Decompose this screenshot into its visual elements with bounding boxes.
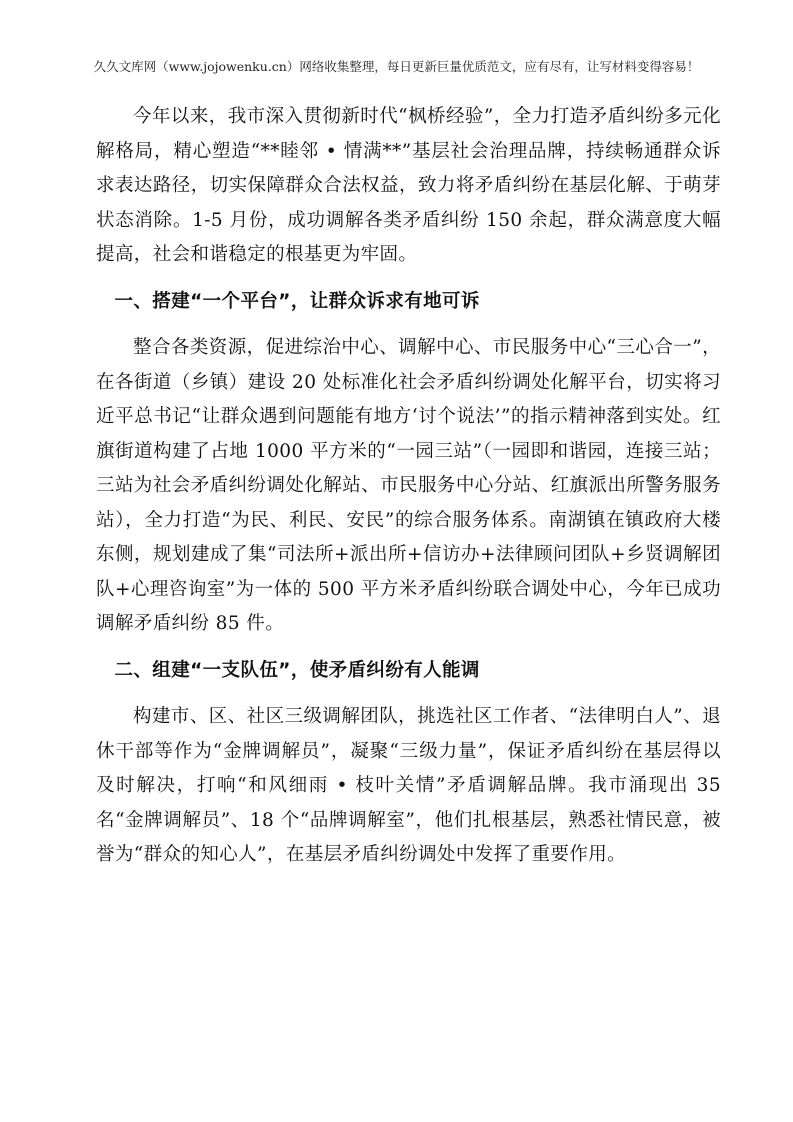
intro-paragraph: 今年以来，我市深入贯彻新时代“枫桥经验”，全力打造矛盾纠纷多元化解格局，精心塑造“**睦邻 • 情满**”基层社会治理品牌，持续畅通群众诉求表达路径，切实保障群众合法权益，致力将矛盾纠纷在基层化解、于萌芽状态消除。1-5 月份，成功调解各类矛盾纠纷 150 余起，群众满意度大幅提高，社会和谐稳定的根基更为牢固。 [96,106,721,265]
header-source-note: 久久文库网（www.jojowenku.cn）网络收集整理，每日更新巨量优质范文，应有尽有，让写材料变得容易！ [93,59,700,74]
section-2-paragraph: 构建市、区、社区三级调解团队，挑选社区工作者、“法律明白人”、退休干部等作为“金牌调解员”，凝聚“三级力量”，保证矛盾纠纷在基层得以及时解决，打响“和风细雨 • 枝叶关情”矛盾调解品牌。我市涌现出 35 名“金牌调解员”、18 个“品牌调解室”，他们扎根基层，熟悉社情民意，被誉为“群众的知心人”，在基层矛盾纠纷调处中发挥了重要作用。 [96,706,721,865]
section-2-heading: 二、组建“一支队伍”，使矛盾纠纷有人能调 [114,659,480,681]
section-1-paragraph: 整合各类资源，促进综治中心、调解中心、市民服务中心“三心合一”，在各街道（乡镇）建设 20 处标准化社会矛盾纠纷调处化解平台，切实将习近平总书记“让群众遇到问题能有地方‘讨个说法’”的指示精神落到实处。红旗街道构建了占地 1000 平方米的“一园三站”（一园即和谐园，连接三站；三站为社会矛盾纠纷调处化解站、市民服务中心分站、红旗派出所警务服务站），全力打造“为民、利民、安民”的综合服务体系。南湖镇在镇政府大楼东侧，规划建成了集“司法所+派出所+信访办+法律顾问团队+乡贤调解团队+心理咨询室”为一体的 500 平方米矛盾纠纷联合调处中心，今年已成功调解矛盾纠纷 85 件。 [96,337,721,634]
section-1-heading: 一、搭建“一个平台”，让群众诉求有地可诉 [114,290,480,312]
document-body [96,100,721,873]
